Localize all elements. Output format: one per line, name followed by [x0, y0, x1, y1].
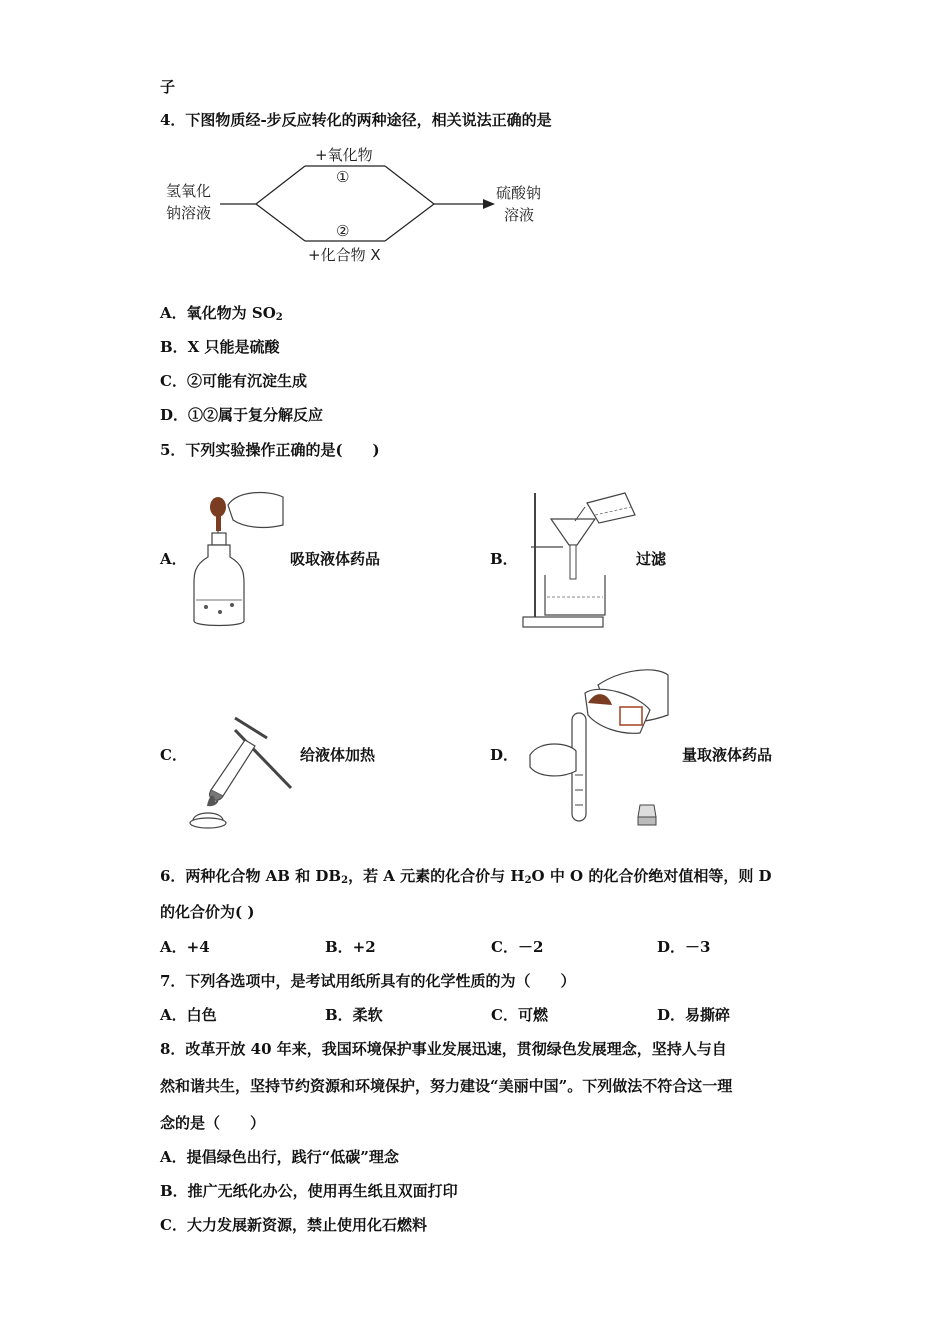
q6-option-a: A．+4 — [160, 938, 210, 956]
q5-option-d-caption: 量取液体药品 — [682, 746, 773, 764]
diagram-left-line1: 氢氧化 — [166, 182, 212, 200]
dropper-bottle-illustration — [188, 485, 288, 635]
heating-liquid-illustration — [185, 710, 300, 830]
q7-option-b: B．柔软 — [325, 1006, 383, 1024]
question-6-stem-line2: 的化合价为( ) — [160, 903, 255, 921]
q4-option-d: D．①②属于复分解反应 — [160, 406, 324, 424]
question-7-stem: 7．下列各选项中，是考试用纸所具有的化学性质的为（ ） — [160, 972, 576, 990]
q5-option-b-caption: 过滤 — [636, 550, 667, 568]
q5-option-a-letter: A． — [160, 550, 187, 568]
diagram-top-label: +氧化物 — [315, 146, 373, 164]
q7-option-c: C．可燃 — [491, 1006, 548, 1024]
q5-option-b-letter: B． — [490, 550, 518, 568]
diagram-right-line1: 硫酸钠 — [496, 184, 542, 202]
q6-option-c: C．－2 — [491, 938, 544, 956]
arrow-head-icon — [483, 199, 495, 209]
question-6-stem-line1: 6．两种化合物 AB 和 $DB_2$，若 A 元素的化合价与 $H_2O$ 中 O 的化合价绝对值相等，则 D — [160, 867, 772, 886]
measuring-liquid-illustration — [520, 655, 670, 835]
reaction-pathway-diagram — [150, 140, 570, 275]
q5-option-c-caption: 给液体加热 — [300, 746, 376, 764]
question-4-stem: 4．下图物质经-步反应转化的两种途径，相关说法正确的是 — [160, 111, 552, 129]
q5-option-a-caption: 吸取液体药品 — [290, 550, 381, 568]
diagram-bottom-number: ② — [336, 222, 350, 240]
q4-option-a: A．氧化物为 $SO_2$ — [160, 304, 283, 323]
question-8-stem-line1: 8．改革开放 40 年来，我国环境保护事业发展迅速，贯彻绿色发展理念，坚持人与自 — [160, 1040, 727, 1058]
question-8-stem-line3: 念的是（ ） — [160, 1114, 266, 1132]
q7-option-a: A．白色 — [160, 1006, 217, 1024]
q5-option-d-letter: D． — [490, 746, 519, 764]
q8-option-a: A．提倡绿色出行，践行“低碳”理念 — [160, 1148, 399, 1166]
q5-option-c-letter: C． — [160, 746, 187, 764]
question-5-stem: 5．下列实验操作正确的是( ) — [160, 441, 380, 459]
page-fragment: 子 — [160, 78, 176, 96]
q8-option-c: C．大力发展新资源，禁止使用化石燃料 — [160, 1216, 427, 1234]
q6-option-b: B．+2 — [325, 938, 376, 956]
question-8-stem-line2: 然和谐共生，坚持节约资源和环境保护，努力建设“美丽中国”。下列做法不符合这一理 — [160, 1077, 733, 1095]
diagram-left-line2: 钠溶液 — [166, 204, 212, 222]
filtration-setup-illustration — [515, 485, 645, 635]
diagram-top-number: ① — [336, 168, 350, 186]
q4-option-b: B．X 只能是硫酸 — [160, 338, 280, 356]
diagram-bottom-label: +化合物 X — [308, 246, 381, 264]
q7-option-d: D．易撕碎 — [657, 1006, 731, 1024]
q8-option-b: B．推广无纸化办公，使用再生纸且双面打印 — [160, 1182, 458, 1200]
diagram-right-line2: 溶液 — [504, 206, 535, 224]
q6-option-d: D．－3 — [657, 938, 711, 956]
q4-option-c: C．②可能有沉淀生成 — [160, 372, 307, 390]
